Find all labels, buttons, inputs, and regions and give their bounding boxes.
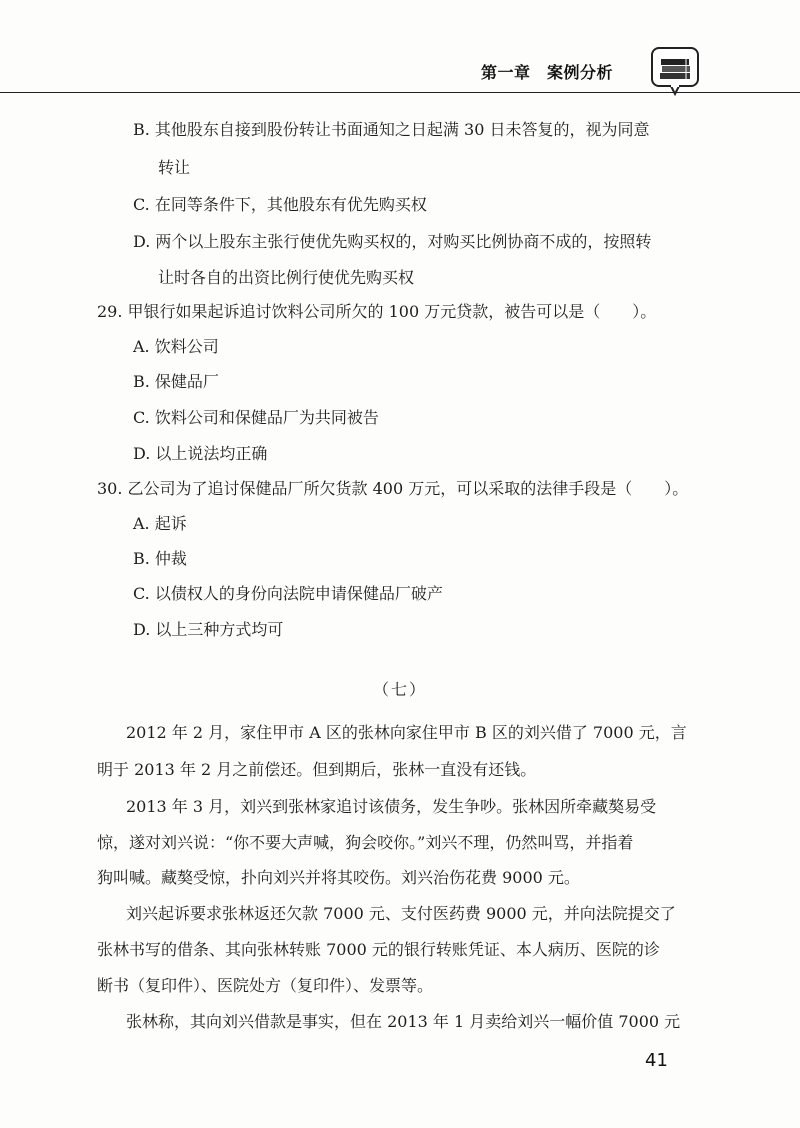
paragraph-line: 2013 年 3 月，刘兴到张林家追讨该债务，发生争吵。张林因所牵藏獒易受 <box>126 797 657 816</box>
option-line: C. 在同等条件下，其他股东有优先购买权 <box>133 195 427 214</box>
question-29: 29. 甲银行如果起诉追讨饮料公司所欠的 100 万元贷款，被告可以是（ ）。 <box>97 302 657 321</box>
paragraph-line: 张林书写的借条、其向张林转账 7000 元的银行转账凭证、本人病历、医院的诊 <box>97 940 660 959</box>
book-stack-icon <box>651 47 699 97</box>
option-line: A. 起诉 <box>133 514 187 533</box>
option-line: D. 以上三种方式均可 <box>133 620 284 639</box>
option-line-continued: 让时各自的出资比例行使优先购买权 <box>158 268 415 287</box>
paragraph-line: 张林称，其向刘兴借款是事实，但在 2013 年 1 月卖给刘兴一幅价值 7000 元 <box>126 1012 681 1031</box>
option-line: B. 仲裁 <box>133 549 187 568</box>
option-line-continued: 转让 <box>158 158 191 177</box>
section-heading: （七） <box>372 680 427 699</box>
chapter-title: 第一章 案例分析 <box>481 63 614 82</box>
paragraph-line: 刘兴起诉要求张林返还欠款 7000 元、支付医药费 9000 元，并向法院提交了 <box>126 904 676 923</box>
option-line: C. 饮料公司和保健品厂为共同被告 <box>133 408 379 427</box>
option-line: B. 其他股东自接到股份转让书面通知之日起满 30 日未答复的，视为同意 <box>133 120 650 139</box>
paragraph-line: 惊，遂对刘兴说：“你不要大声喊，狗会咬你。”刘兴不理，仍然叫骂，并指着 <box>97 833 634 852</box>
question-30: 30. 乙公司为了追讨保健品厂所欠货款 400 万元，可以采取的法律手段是（ ）。 <box>97 479 689 498</box>
page-header <box>0 0 800 100</box>
paragraph-line: 狗叫喊。藏獒受惊，扑向刘兴并将其咬伤。刘兴治伤花费 9000 元。 <box>97 868 580 887</box>
paragraph-line: 断书（复印件）、医院处方（复印件）、发票等。 <box>97 976 434 995</box>
page-number: 41 <box>645 1050 668 1071</box>
paragraph-line: 明于 2013 年 2 月之前偿还。但到期后，张林一直没有还钱。 <box>97 760 537 779</box>
option-line: B. 保健品厂 <box>133 372 219 391</box>
header-rule <box>0 92 800 93</box>
option-line: C. 以债权人的身份向法院申请保健品厂破产 <box>133 584 443 603</box>
paragraph-line: 2012 年 2 月，家住甲市 A 区的张林向家住甲市 B 区的刘兴借了 7000 元，言 <box>126 723 687 742</box>
option-line: D. 两个以上股东主张行使优先购买权的，对购买比例协商不成的，按照转 <box>133 232 652 251</box>
option-line: D. 以上说法均正确 <box>133 444 268 463</box>
option-line: A. 饮料公司 <box>133 337 219 356</box>
